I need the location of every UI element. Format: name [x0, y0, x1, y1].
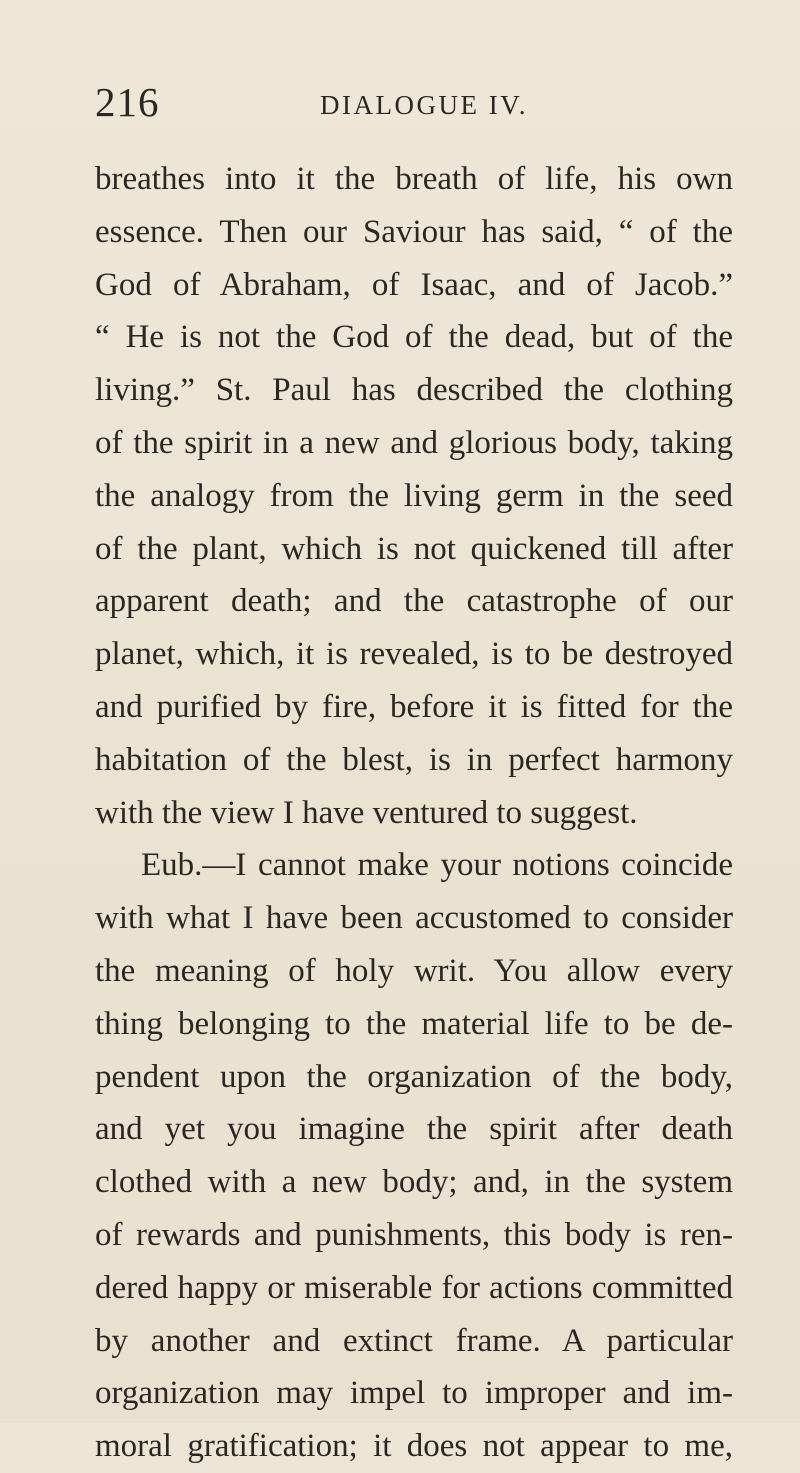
text-line: and yet you imagine the spirit after death — [95, 1111, 733, 1148]
text-line: planet, which, it is revealed, is to be destroyed — [95, 636, 733, 673]
page-number: 216 — [95, 79, 160, 125]
text-line: with what I have been accustomed to consider — [95, 900, 733, 937]
text-line: breathes into it the breath of life, his own — [95, 161, 733, 197]
text-line: living.” St. Paul has described the clothing — [95, 372, 733, 409]
text-line: thing belonging to the material life to be de- — [95, 1005, 733, 1042]
text-line: dered happy or miserable for actions committed — [95, 1269, 733, 1306]
text-line: “ He is not the God of the dead, but of the — [95, 319, 733, 356]
text-line: apparent death; and the catastrophe of our — [95, 583, 733, 620]
text-line: of the plant, which is not quickened till after — [95, 530, 733, 567]
text-line: by another and extinct frame. A particular — [95, 1322, 733, 1359]
text-line: God of Abraham, of Isaac, and of Jacob.” — [95, 266, 733, 303]
text-line: the analogy from the living germ in the seed — [95, 477, 733, 514]
text-line: pendent upon the organization of the body, — [95, 1058, 733, 1095]
text-line: of the spirit in a new and glorious body, taking — [95, 424, 733, 461]
page-header — [95, 72, 735, 132]
text-line: of rewards and punishments, this body is ren- — [95, 1216, 733, 1253]
text-line: moral gratification; it does not appear to me, — [95, 1428, 733, 1465]
running-head: DIALOGUE IV. — [320, 90, 528, 120]
paragraph-end-line: with the view I have ventured to suggest. — [95, 794, 638, 831]
paragraph-start-line: Eub.—I cannot make your notions coincide — [141, 847, 733, 884]
text-line: the meaning of holy writ. You allow every — [95, 952, 733, 989]
body-text — [95, 153, 733, 1473]
text-line: habitation of the blest, is in perfect harmony — [95, 741, 733, 778]
text-line: essence. Then our Saviour has said, “ of the — [95, 213, 733, 250]
text-line: organization may impel to improper and im- — [95, 1375, 733, 1412]
text-line: and purified by fire, before it is fitted for the — [95, 688, 733, 725]
text-line: clothed with a new body; and, in the system — [95, 1164, 733, 1201]
